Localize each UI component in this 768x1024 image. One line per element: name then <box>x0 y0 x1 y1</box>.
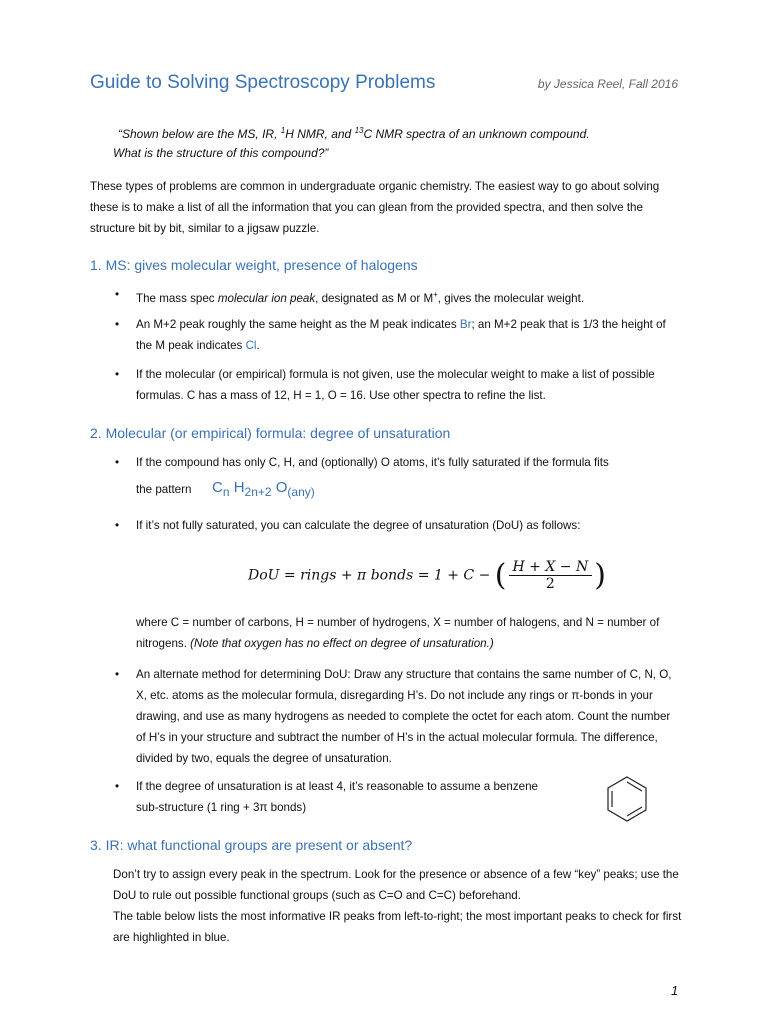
s2-bullet-2: • If it’s not fully saturated, you can calculate the degree of unsaturation (DoU) as follows: <box>115 515 680 536</box>
intro-paragraph: These types of problems are common in undergraduate organic chemistry. The easiest way to go about solving these is to make a list of all the information that you can glean from the provided spectra, and then solve the structure bit by bit, similar to a jigsaw puzzle. <box>90 180 660 235</box>
bullet-dot: • <box>115 288 120 301</box>
section-2-heading: 2. Molecular (or empirical) formula: degree of unsaturation <box>90 425 451 441</box>
ir-instructions <box>113 864 688 948</box>
bullet-dot: • <box>115 368 120 381</box>
ir-paragraph-1: Don’t try to assign every peak in the spectrum. Look for the presence or absence of a few “key” peaks; use the DoU to rule out possible functional groups (such as C=O and C=C) beforehand. <box>113 868 679 902</box>
benzene-ring-icon <box>604 774 650 824</box>
author-byline: by Jessica Reel, Fall 2016 <box>537 77 678 91</box>
dou-variable-definitions: where C = number of carbons, H = number of hydrogens, X = number of halogens, and N = number of nitrogens. (Note that oxygen has no effect on degree of unsaturation.) <box>136 616 660 650</box>
bullet-dot: • <box>115 668 120 681</box>
dou-equation: DoU = rings + π bonds = 1 + C − ( $\frac{H + X - N}{2}$ ) <box>248 558 606 593</box>
quote-line-1: “Shown below are the MS, IR, $^1$H NMR, and $^{13}$C NMR spectra of an unknown compound. <box>118 126 590 141</box>
section-1-heading: 1. MS: gives molecular weight, presence of halogens <box>90 257 418 273</box>
page-number: 1 <box>671 983 679 998</box>
section-3-heading: 3. IR: what functional groups are present or absent? <box>90 837 413 853</box>
quote-line-2: What is the structure of this compound?” <box>113 146 329 160</box>
bullet-dot: • <box>115 318 120 331</box>
s2-bullet-3: • An alternate method for determining DoU: Draw any structure that contains the same number of C, N, O, X, etc. atoms as the molecular formula, disregarding H’s. Do not include any rings or π-bonds in your drawing, and use as many hydrogens as needed to complete the octet for each atom. Count the number of H’s in your structure and subtract the number of H’s in the actual molecular formula. The difference, divided by two, equals the degree of unsaturation. <box>115 664 680 769</box>
s1-bullet-1: • The mass spec molecular ion peak, designated as M or M+, gives the molecular weight. <box>115 284 680 309</box>
chlorine-label: Cl <box>245 339 257 352</box>
document-title: Guide to Solving Spectroscopy Problems <box>90 72 436 93</box>
s2-bullet-1: • If the compound has only C, H, and (optionally) O atoms, it’s fully saturated if the formula fits the pattern <box>115 452 680 500</box>
problem-quote <box>113 121 590 163</box>
bullet-dot: • <box>115 780 120 793</box>
saturation-formula: $C_n$ $H_{2n+2}$ $O_{(any)}$ <box>212 479 315 499</box>
bullet-dot: • <box>115 456 120 469</box>
bromine-label: Br <box>459 318 472 331</box>
s1-bullet-2: • An M+2 peak roughly the same height as the M peak indicates Br; an M+2 peak that is 1/3 the height of the M peak indicates Cl. <box>115 314 680 356</box>
bullet-dot: • <box>115 519 120 532</box>
s1-bullet-3: • If the molecular (or empirical) formula is not given, use the molecular weight to make a list of possible formulas. C has a mass of 12, H = 1, O = 16. Use other spectra to refine the list. <box>115 364 680 406</box>
s2-bullet-4: • If the degree of unsaturation is at least 4, it’s reasonable to assume a benzene sub-structure (1 ring + 3π bonds) <box>115 776 585 818</box>
ir-paragraph-2: The table below lists the most informative IR peaks from left-to-right; the most important peaks to check for first are highlighted in blue. <box>113 910 682 944</box>
